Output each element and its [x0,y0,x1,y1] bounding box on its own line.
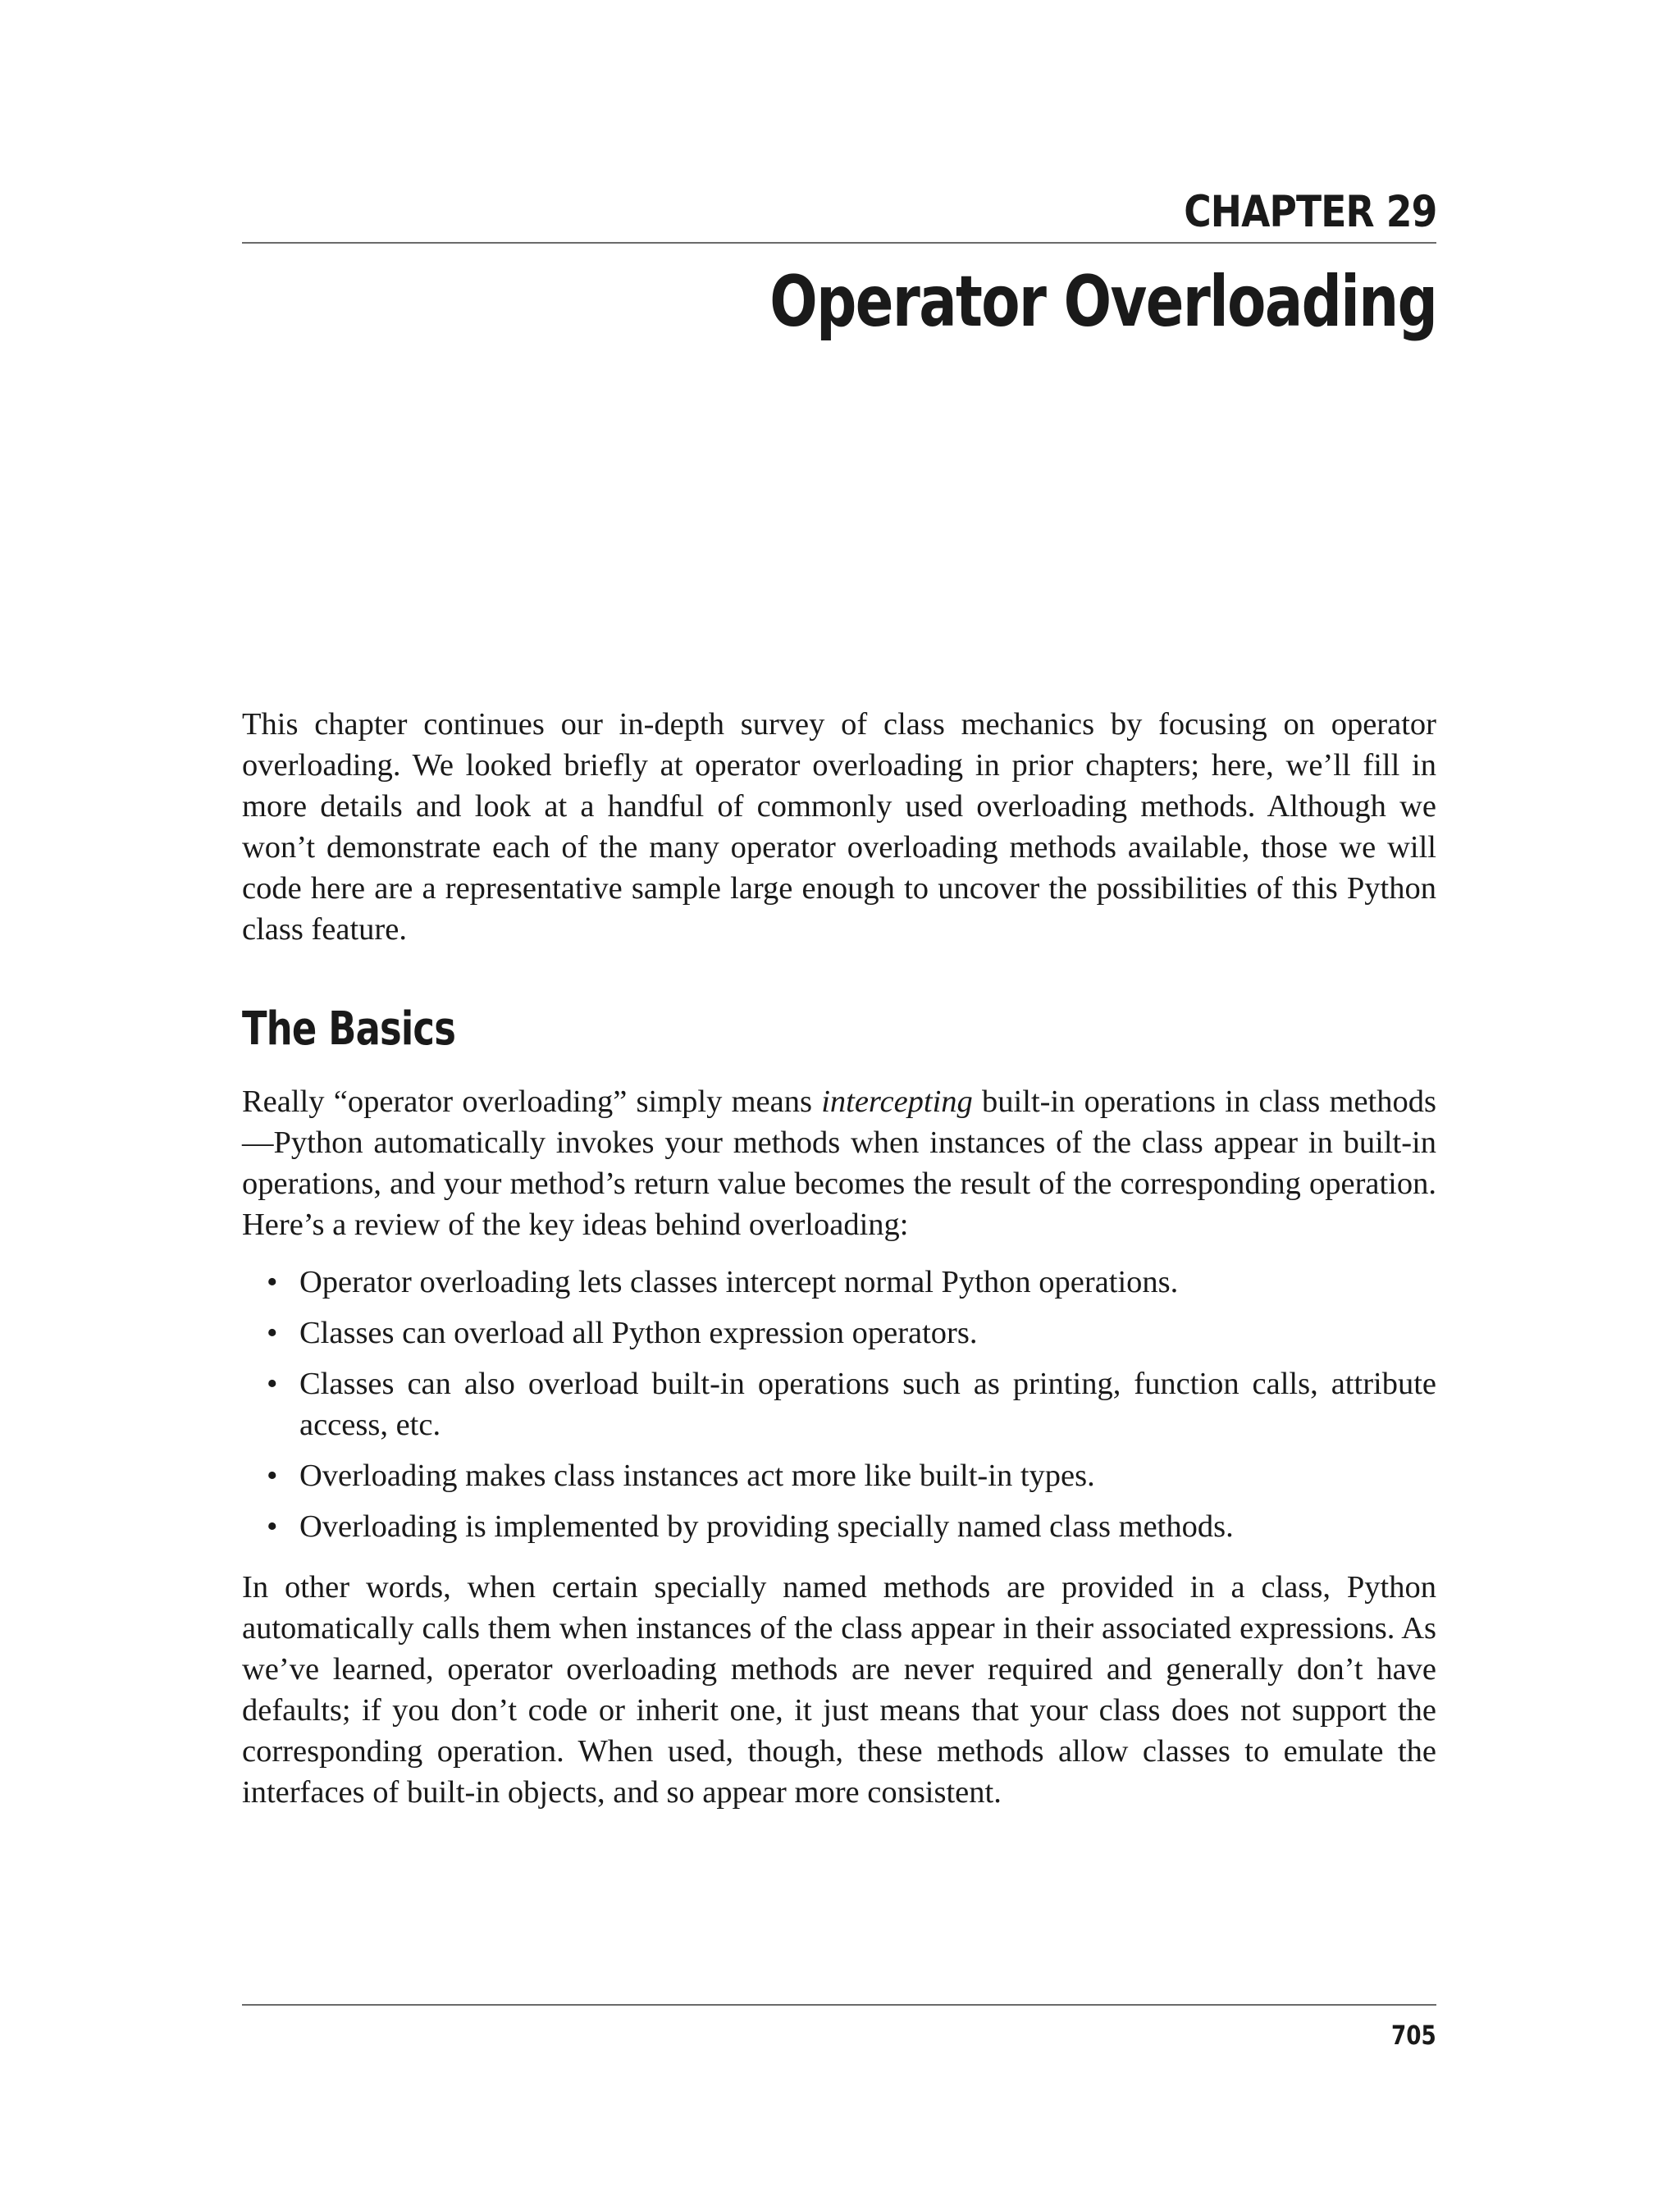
list-item [242,1506,1436,1547]
chapter-title: Operator Overloading [769,261,1436,343]
list-item-text: Classes can also overload built-in operations such as printing, function calls, attribute access, etc. [299,1367,1436,1442]
bullet-icon: • [267,1265,278,1299]
bullet-icon: • [267,1316,278,1350]
basics-paragraph-emphasis: intercepting [821,1084,973,1119]
key-ideas-list [242,1262,1436,1557]
list-item-text: Overloading makes class instances act more like built-in types. [299,1459,1095,1493]
intro-paragraph: This chapter continues our in-depth survey of class mechanics by focusing on operator overloading. We looked briefly at operator overloading in prior chapters; here, we’ll fill in more details and look at a handful of commonly used overloading methods. Although we won’t demonstrate each of the many operator overloading methods available, those we will code here are a representative sample large enough to uncover the possibilities of this Python class feature. [242,707,1436,947]
footer-rule [242,2004,1436,2006]
list-item-text: Overloading is implemented by providing specially named class methods. [299,1509,1234,1544]
section-heading: The Basics [242,1002,456,1056]
list-item [242,1262,1436,1303]
bullet-icon: • [267,1367,278,1401]
basics-paragraph-end: built-in operations in class methods—Python automatically invokes your methods when instances of the class appear in built-in operations, and your method’s return value becomes the result of the corresponding operation. Here’s a review of the key ideas behind overloading: [242,1084,1436,1242]
chapter-label: CHAPTER 29 [1183,187,1436,237]
basics-paragraph-start: Really “operator overloading” simply means [242,1084,822,1119]
bullet-icon: • [267,1509,278,1544]
list-item-text: Operator overloading lets classes intercept normal Python operations. [299,1265,1179,1299]
list-item [242,1312,1436,1354]
list-item [242,1363,1436,1445]
closing-paragraph: In other words, when certain specially named methods are provided in a class, Python automatically calls them when instances of the class appear in their associated expressions. As we’ve learned, operator overloading methods are never required and generally don’t have defaults; if you don’t code or inherit one, it just means that your class does not support the corresponding operation. When used, though, these methods allow classes to emulate the interfaces of built-in objects, and so appear more consistent. [242,1570,1436,1810]
book-page [242,0,1436,2205]
page-number: 705 [1391,2020,1436,2051]
bullet-icon: • [267,1459,278,1493]
basics-paragraph [242,1081,1436,1245]
chapter-rule [242,242,1436,244]
list-item-text: Classes can overload all Python expression operators. [299,1316,978,1350]
list-item [242,1455,1436,1496]
